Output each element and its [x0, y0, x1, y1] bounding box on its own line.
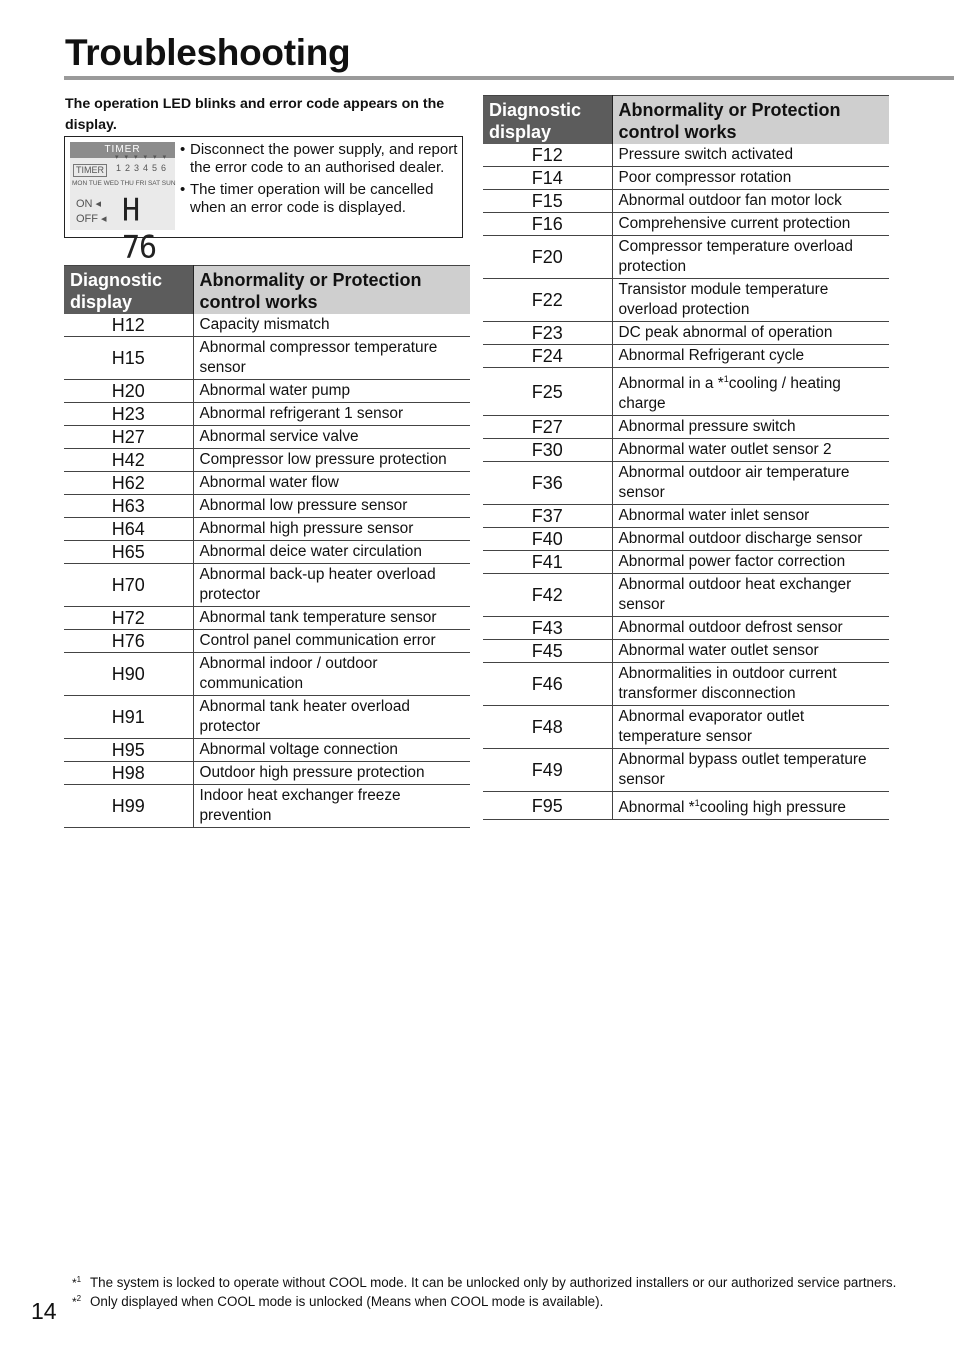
page-number: 14 — [31, 1298, 57, 1324]
footnote-mark: *$^2$ — [72, 1294, 82, 1309]
lcd-off-label: OFF ◂ — [76, 213, 107, 225]
abnormality-description: Abnormal water outlet sensor 2 — [612, 439, 889, 462]
diagnostic-code: F46 — [483, 663, 612, 706]
diagnostic-code: F95 — [483, 792, 612, 820]
instruction-list — [180, 141, 460, 221]
diagnostic-code: F37 — [483, 505, 612, 528]
diagnostic-code: H20 — [64, 380, 193, 403]
abnormality-description: Abnormal outdoor discharge sensor — [612, 528, 889, 551]
table-row — [483, 792, 889, 820]
abnormality-description: Control panel communication error — [193, 630, 470, 653]
abnormality-description: Abnormal water flow — [193, 472, 470, 495]
table-row — [64, 541, 470, 564]
abnormality-description: Abnormal water inlet sensor — [612, 505, 889, 528]
table-row — [64, 607, 470, 630]
abnormality-description: Abnormal compressor temperature sensor — [193, 337, 470, 380]
header-diagnostic-display: Diagnostic display — [64, 266, 193, 315]
f-code-table — [483, 95, 889, 820]
abnormality-description: Abnormal outdoor fan motor lock — [612, 190, 889, 213]
footnote-text: Only displayed when COOL mode is unlocked (Means when COOL mode is available). — [90, 1294, 604, 1309]
table-row — [483, 439, 889, 462]
diagnostic-code: H91 — [64, 696, 193, 739]
abnormality-description: Abnormal high pressure sensor — [193, 518, 470, 541]
diagnostic-code: F16 — [483, 213, 612, 236]
table-row — [483, 663, 889, 706]
diagnostic-code: F42 — [483, 574, 612, 617]
table-row — [483, 322, 889, 345]
table-row — [64, 449, 470, 472]
abnormality-description: Abnormal power factor correction — [612, 551, 889, 574]
abnormality-description: Compressor temperature overload protection — [612, 236, 889, 279]
diagnostic-code: F27 — [483, 416, 612, 439]
table-row — [64, 696, 470, 739]
table-row — [483, 236, 889, 279]
diagnostic-code: H62 — [64, 472, 193, 495]
diagnostic-code: H42 — [64, 449, 193, 472]
table-row — [483, 462, 889, 505]
abnormality-description: Abnormal *$^1$cooling high pressure — [612, 792, 889, 820]
abnormality-description: Abnormal voltage connection — [193, 739, 470, 762]
table-row — [64, 762, 470, 785]
title-divider — [64, 76, 954, 80]
diagnostic-code: H63 — [64, 495, 193, 518]
page-title: Troubleshooting — [65, 32, 351, 73]
footnote-mark: *$^1$ — [72, 1275, 82, 1290]
abnormality-description: Abnormal deice water circulation — [193, 541, 470, 564]
table-row — [64, 472, 470, 495]
diagnostic-code: H99 — [64, 785, 193, 828]
table-header-row — [483, 96, 889, 145]
abnormality-description: Transistor module temperature overload protection — [612, 279, 889, 322]
abnormality-description: Abnormal evaporator outlet temperature sensor — [612, 706, 889, 749]
diagnostic-code: F14 — [483, 167, 612, 190]
diagnostic-code: F49 — [483, 749, 612, 792]
diagnostic-code: H65 — [64, 541, 193, 564]
abnormality-description: Abnormal in a *$^1$cooling / heating charge — [612, 368, 889, 416]
table-row — [64, 403, 470, 426]
table-row — [64, 380, 470, 403]
error-info-box — [64, 136, 463, 266]
abnormality-description: Abnormal outdoor heat exchanger sensor — [612, 574, 889, 617]
diagnostic-code: H27 — [64, 426, 193, 449]
abnormality-description: Comprehensive current protection — [612, 213, 889, 236]
diagnostic-code: F12 — [483, 144, 612, 167]
table-row — [483, 345, 889, 368]
diagnostic-code: H15 — [64, 337, 193, 380]
diagnostic-code: H72 — [64, 607, 193, 630]
abnormality-description: Abnormal outdoor defrost sensor — [612, 617, 889, 640]
table-row — [64, 653, 470, 696]
table-row — [483, 617, 889, 640]
table-row — [483, 368, 889, 416]
abnormality-description: Pressure switch activated — [612, 144, 889, 167]
table-row — [64, 495, 470, 518]
abnormality-description: Abnormal refrigerant 1 sensor — [193, 403, 470, 426]
table-row — [483, 279, 889, 322]
lcd-timer-header: TIMER — [70, 142, 175, 158]
table-row — [483, 640, 889, 663]
diagnostic-code: F24 — [483, 345, 612, 368]
table-row — [64, 337, 470, 380]
header-diagnostic-display: Diagnostic display — [483, 96, 612, 145]
table-row — [64, 314, 470, 337]
abnormality-description: Indoor heat exchanger freeze prevention — [193, 785, 470, 828]
diagnostic-code: F43 — [483, 617, 612, 640]
header-abnormality: Abnormality or Protection control works — [193, 266, 470, 315]
diagnostic-code: F40 — [483, 528, 612, 551]
table-row — [483, 144, 889, 167]
diagnostic-code: H90 — [64, 653, 193, 696]
diagnostic-code: F45 — [483, 640, 612, 663]
abnormality-description: Capacity mismatch — [193, 314, 470, 337]
abnormality-description: Outdoor high pressure protection — [193, 762, 470, 785]
diagnostic-code: H64 — [64, 518, 193, 541]
table-row — [483, 213, 889, 236]
abnormality-description: Abnormal pressure switch — [612, 416, 889, 439]
remote-lcd-illustration — [70, 142, 176, 266]
lcd-error-code: H 76 — [122, 192, 157, 266]
lcd-arrows: ▾▾▾▾▾▾ — [115, 154, 173, 161]
table-row — [64, 630, 470, 653]
table-row — [483, 574, 889, 617]
table-row — [483, 167, 889, 190]
table-row — [483, 190, 889, 213]
lcd-on-label: ON ◂ — [76, 198, 102, 210]
abnormality-description: Abnormalities in outdoor current transformer disconnection — [612, 663, 889, 706]
diagnostic-code: F48 — [483, 706, 612, 749]
table-row — [483, 706, 889, 749]
abnormality-description: Abnormal outdoor air temperature sensor — [612, 462, 889, 505]
table-row — [483, 505, 889, 528]
lcd-timer-label: TIMER — [73, 164, 107, 177]
abnormality-description: Abnormal tank heater overload protector — [193, 696, 470, 739]
lcd-timer-numbers: 123456 — [116, 163, 171, 173]
diagnostic-code: H76 — [64, 630, 193, 653]
table-row — [483, 749, 889, 792]
diagnostic-code: F41 — [483, 551, 612, 574]
abnormality-description: Abnormal tank temperature sensor — [193, 607, 470, 630]
header-abnormality: Abnormality or Protection control works — [612, 96, 889, 145]
abnormality-description: Abnormal bypass outlet temperature sensor — [612, 749, 889, 792]
table-row — [64, 785, 470, 828]
table-row — [64, 426, 470, 449]
abnormality-description: DC peak abnormal of operation — [612, 322, 889, 345]
table-row — [64, 518, 470, 541]
table-row — [64, 564, 470, 607]
diagnostic-code: F22 — [483, 279, 612, 322]
diagnostic-code: F30 — [483, 439, 612, 462]
instruction-item: • Disconnect the power supply, and report the error code to an authorised dealer. — [180, 141, 460, 177]
diagnostic-code: F36 — [483, 462, 612, 505]
table-row — [483, 416, 889, 439]
diagnostic-code: F23 — [483, 322, 612, 345]
diagnostic-code: F15 — [483, 190, 612, 213]
abnormality-description: Abnormal Refrigerant cycle — [612, 345, 889, 368]
abnormality-description: Compressor low pressure protection — [193, 449, 470, 472]
diagnostic-code: F25 — [483, 368, 612, 416]
table-row — [483, 551, 889, 574]
table-row — [483, 528, 889, 551]
abnormality-description: Abnormal indoor / outdoor communication — [193, 653, 470, 696]
abnormality-description: Abnormal water outlet sensor — [612, 640, 889, 663]
diagnostic-code: H70 — [64, 564, 193, 607]
footnote-text: The system is locked to operate without COOL mode. It can be unlocked only by authorized installers or our authorized service partners. — [90, 1275, 897, 1290]
abnormality-description: Abnormal service valve — [193, 426, 470, 449]
instruction-item: • The timer operation will be cancelled when an error code is displayed. — [180, 181, 460, 217]
abnormality-description: Abnormal back-up heater overload protector — [193, 564, 470, 607]
intro-text: The operation LED blinks and error code appears on the display. — [65, 96, 445, 133]
abnormality-description: Poor compressor rotation — [612, 167, 889, 190]
h-code-table — [64, 265, 470, 828]
diagnostic-code: H98 — [64, 762, 193, 785]
footnote-2 — [72, 1289, 603, 1312]
lcd-days: MON TUE WED THU FRI SAT SUN — [72, 180, 176, 187]
abnormality-description: Abnormal low pressure sensor — [193, 495, 470, 518]
diagnostic-code: H95 — [64, 739, 193, 762]
diagnostic-code: H12 — [64, 314, 193, 337]
table-row — [64, 739, 470, 762]
table-header-row — [64, 266, 470, 315]
diagnostic-code: F20 — [483, 236, 612, 279]
abnormality-description: Abnormal water pump — [193, 380, 470, 403]
diagnostic-code: H23 — [64, 403, 193, 426]
